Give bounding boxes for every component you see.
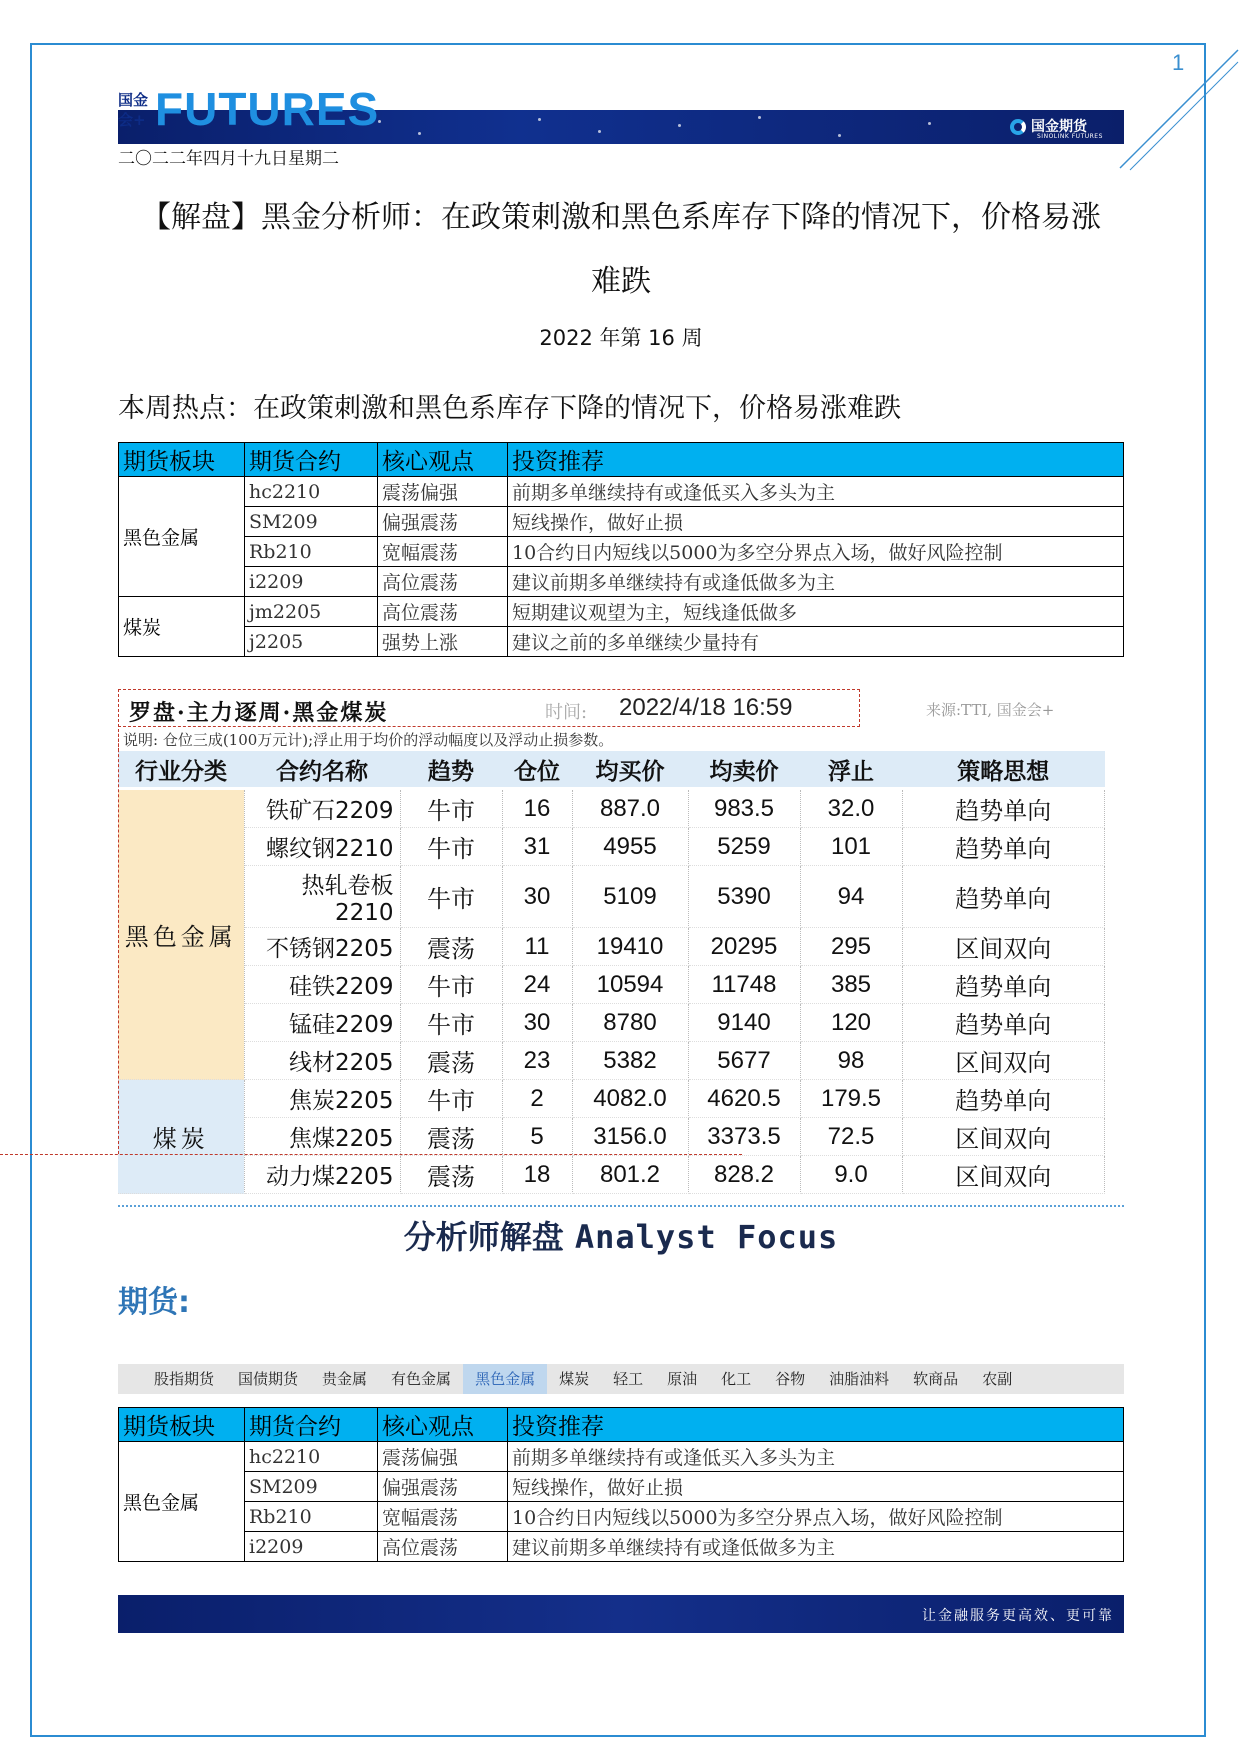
tab-item[interactable]: 化工 (721, 1370, 752, 1388)
rec-contract: j2205 (245, 627, 378, 657)
tab-item[interactable]: 股指期货 (154, 1370, 215, 1388)
strategy-contract: 动力煤2205 (244, 1156, 400, 1194)
strategy-position: 30 (502, 866, 572, 928)
rec-contract: hc2210 (245, 1442, 378, 1472)
rec-header-row (119, 1408, 1124, 1442)
strategy-trend: 震荡 (400, 1042, 502, 1080)
rec-row (119, 567, 1124, 597)
strategy-title-box (118, 689, 860, 727)
rec-header-cell: 期货合约 (245, 443, 378, 477)
strategy-group: 黑色金属 (118, 789, 244, 1080)
strategy-row (118, 1042, 1105, 1080)
rec-advice: 10合约日内短线以5000为多空分界点入场，做好风险控制 (508, 1502, 1124, 1532)
strategy-buy-price: 10594 (572, 966, 688, 1004)
strategy-row (118, 928, 1105, 966)
category-tabs (118, 1364, 1124, 1394)
strategy-row (118, 1118, 1105, 1156)
strategy-float-stop: 98 (800, 1042, 902, 1080)
rec-sector: 煤炭 (119, 597, 245, 657)
tab-item[interactable]: 农副 (982, 1370, 1013, 1388)
strategy-idea: 区间双向 (902, 928, 1105, 966)
strategy-position: 30 (502, 1004, 572, 1042)
strategy-idea: 趋势单向 (902, 866, 1105, 928)
rec-row (119, 1442, 1124, 1472)
strategy-float-stop: 179.5 (800, 1080, 902, 1118)
strategy-float-stop: 9.0 (800, 1156, 902, 1194)
page-number: 1 (1172, 50, 1185, 75)
strategy-sell-price: 5259 (688, 828, 800, 866)
strategy-group: 煤炭 (118, 1080, 244, 1194)
rec-view: 高位震荡 (378, 1532, 508, 1562)
strategy-header (118, 689, 1105, 729)
rec-advice: 短线操作，做好止损 (508, 507, 1124, 537)
logo-cn: 国金会+ (118, 91, 149, 129)
dash-left (118, 729, 119, 1154)
strategy-position: 11 (502, 928, 572, 966)
rec-view: 偏强震荡 (378, 507, 508, 537)
rec-view: 宽幅震荡 (378, 1502, 508, 1532)
strategy-contract: 不锈钢2205 (244, 928, 400, 966)
strategy-idea: 区间双向 (902, 1156, 1105, 1194)
rec-header-cell: 核心观点 (378, 443, 508, 477)
strategy-time-label: 时间: (545, 702, 588, 723)
strategy-contract: 锰硅2209 (244, 1004, 400, 1042)
strategy-sell-price: 828.2 (688, 1156, 800, 1194)
strategy-sell-price: 5390 (688, 866, 800, 928)
strategy-position: 24 (502, 966, 572, 1004)
rec-advice: 建议之前的多单继续少量持有 (508, 627, 1124, 657)
rec-contract: Rb210 (245, 1502, 378, 1532)
rec-contract: hc2210 (245, 477, 378, 507)
rec-view: 强势上涨 (378, 627, 508, 657)
strategy-position: 23 (502, 1042, 572, 1080)
strategy-header-cell: 均卖价 (688, 751, 800, 789)
dash-bottom (0, 1154, 742, 1155)
strategy-sell-price: 983.5 (688, 789, 800, 828)
strategy-contract: 热轧卷板2210 (244, 866, 400, 928)
rec-view: 宽幅震荡 (378, 537, 508, 567)
strategy-source: 来源:TTI, 国金会+ (926, 701, 1055, 719)
rec-advice: 短期建议观望为主，短线逢低做多 (508, 597, 1124, 627)
strategy-float-stop: 94 (800, 866, 902, 928)
strategy-row (118, 828, 1105, 866)
recommendation-table-1 (118, 442, 1124, 657)
tab-item[interactable]: 煤炭 (559, 1370, 590, 1388)
strategy-buy-price: 801.2 (572, 1156, 688, 1194)
title-line-1: 【解盘】黑金分析师：在政策刺激和黑色系库存下降的情况下，价格易涨 (141, 200, 1101, 235)
report-week: 2022 年第 16 周 (539, 326, 703, 350)
strategy-row (118, 966, 1105, 1004)
report-title (118, 186, 1124, 314)
strategy-note: 说明: 仓位三成(100万元计);浮止用于均价的浮动幅度以及浮动止损参数。 (118, 729, 1105, 751)
rec-header-cell: 期货板块 (119, 1408, 245, 1442)
strategy-header-cell: 趋势 (400, 751, 502, 789)
strategy-buy-price: 887.0 (572, 789, 688, 828)
hot-topic: 本周热点：在政策刺激和黑色系库存下降的情况下，价格易涨难跌 (118, 393, 901, 424)
tab-item[interactable]: 国债期货 (238, 1370, 299, 1388)
strategy-idea: 趋势单向 (902, 789, 1105, 828)
footer-banner (118, 1595, 1124, 1633)
rec-contract: Rb210 (245, 537, 378, 567)
rec-view: 震荡偏强 (378, 1442, 508, 1472)
focus-cn: 分析师解盘 (403, 1218, 564, 1256)
tab-item[interactable]: 原油 (667, 1370, 698, 1388)
strategy-sell-price: 4620.5 (688, 1080, 800, 1118)
strategy-trend: 牛市 (400, 1004, 502, 1042)
rec-contract: jm2205 (245, 597, 378, 627)
strategy-contract: 硅铁2209 (244, 966, 400, 1004)
recommendation-table-2 (118, 1407, 1124, 1562)
brand-sub: SINOLINK FUTURES (1037, 133, 1103, 140)
strategy-row (118, 866, 1105, 928)
rec-row (119, 1472, 1124, 1502)
strategy-trend: 牛市 (400, 789, 502, 828)
rec-advice: 10合约日内短线以5000为多空分界点入场，做好风险控制 (508, 537, 1124, 567)
strategy-sell-price: 20295 (688, 928, 800, 966)
strategy-position: 31 (502, 828, 572, 866)
strategy-float-stop: 32.0 (800, 789, 902, 828)
focus-en: Analyst Focus (574, 1218, 839, 1256)
rec-advice: 短线操作，做好止损 (508, 1472, 1124, 1502)
rec-view: 震荡偏强 (378, 477, 508, 507)
rec-advice: 建议前期多单继续持有或逢低做多为主 (508, 1532, 1124, 1562)
strategy-idea: 趋势单向 (902, 966, 1105, 1004)
strategy-buy-price: 8780 (572, 1004, 688, 1042)
footer-slogan: 让金融服务更高效、更可靠 (922, 1608, 1114, 1624)
tab-item[interactable]: 油脂油料 (829, 1370, 890, 1388)
strategy-sell-price: 9140 (688, 1004, 800, 1042)
strategy-trend: 震荡 (400, 1118, 502, 1156)
rec-row (119, 537, 1124, 567)
rec-sector: 黑色金属 (119, 1442, 245, 1562)
strategy-header-cell: 仓位 (502, 751, 572, 789)
strategy-buy-price: 4955 (572, 828, 688, 866)
title-line-2: 难跌 (591, 264, 651, 299)
tab-item[interactable]: 谷物 (775, 1370, 806, 1388)
strategy-row (118, 1080, 1105, 1118)
strategy-sell-price: 5677 (688, 1042, 800, 1080)
strategy-trend: 牛市 (400, 866, 502, 928)
strategy-buy-price: 5382 (572, 1042, 688, 1080)
rec-advice: 前期多单继续持有或逢低买入多头为主 (508, 477, 1124, 507)
rec-advice: 建议前期多单继续持有或逢低做多为主 (508, 567, 1124, 597)
strategy-contract: 铁矿石2209 (244, 789, 400, 828)
tab-item[interactable]: 轻工 (613, 1370, 644, 1388)
rec-view: 高位震荡 (378, 567, 508, 597)
rec-header-row (119, 443, 1124, 477)
rec-view: 高位震荡 (378, 597, 508, 627)
rec-contract: i2209 (245, 567, 378, 597)
strategy-idea: 区间双向 (902, 1118, 1105, 1156)
strategy-trend: 震荡 (400, 928, 502, 966)
strategy-trend: 牛市 (400, 966, 502, 1004)
tab-item[interactable]: 黑色金属 (463, 1364, 547, 1394)
strategy-table (118, 751, 1105, 1194)
futures-label: 期货: (118, 1285, 190, 1320)
brand-logo (1010, 116, 1103, 140)
rec-header-cell: 核心观点 (378, 1408, 508, 1442)
strategy-row (118, 789, 1105, 828)
strategy-contract: 焦炭2205 (244, 1080, 400, 1118)
rec-header-cell: 期货板块 (119, 443, 245, 477)
strategy-position: 5 (502, 1118, 572, 1156)
strategy-header-cell: 行业分类 (118, 751, 244, 789)
brand-circle-icon (1010, 119, 1026, 135)
strategy-sell-price: 3373.5 (688, 1118, 800, 1156)
section-separator (118, 1205, 1124, 1207)
strategy-position: 2 (502, 1080, 572, 1118)
strategy-header-cell: 策略思想 (902, 751, 1105, 789)
strategy-float-stop: 385 (800, 966, 902, 1004)
strategy-idea: 趋势单向 (902, 828, 1105, 866)
rec-row (119, 507, 1124, 537)
strategy-header-cell: 浮止 (800, 751, 902, 789)
strategy-trend: 牛市 (400, 1080, 502, 1118)
strategy-header-row (118, 751, 1105, 789)
analyst-focus-heading (118, 1212, 1124, 1258)
strategy-buy-price: 19410 (572, 928, 688, 966)
strategy-trend: 牛市 (400, 828, 502, 866)
strategy-row (118, 1156, 1105, 1194)
strategy-row (118, 1004, 1105, 1042)
strategy-contract: 螺纹钢2210 (244, 828, 400, 866)
logo-futures: FUTURES (155, 83, 380, 135)
strategy-buy-price: 3156.0 (572, 1118, 688, 1156)
strategy-float-stop: 72.5 (800, 1118, 902, 1156)
rec-sector: 黑色金属 (119, 477, 245, 597)
strategy-idea: 区间双向 (902, 1042, 1105, 1080)
rec-contract: i2209 (245, 1532, 378, 1562)
rec-row (119, 1502, 1124, 1532)
strategy-header-cell: 合约名称 (244, 751, 400, 789)
strategy-time: 2022/4/18 16:59 (619, 694, 793, 721)
tab-item[interactable]: 软商品 (913, 1370, 959, 1388)
rec-view: 偏强震荡 (378, 1472, 508, 1502)
strategy-contract: 焦煤2205 (244, 1118, 400, 1156)
strategy-position: 16 (502, 789, 572, 828)
strategy-idea: 趋势单向 (902, 1004, 1105, 1042)
strategy-float-stop: 120 (800, 1004, 902, 1042)
rec-row (119, 597, 1124, 627)
report-date: 二〇二二年四月十九日星期二 (118, 149, 339, 169)
rec-row (119, 627, 1124, 657)
strategy-title: 罗盘·主力逐周·黑金煤炭 (129, 700, 389, 726)
strategy-sell-price: 11748 (688, 966, 800, 1004)
tab-item[interactable]: 贵金属 (322, 1370, 368, 1388)
brand-name: 国金期货 (1031, 119, 1087, 135)
strategy-float-stop: 101 (800, 828, 902, 866)
rec-header-cell: 投资推荐 (508, 443, 1124, 477)
strategy-position: 18 (502, 1156, 572, 1194)
rec-header-cell: 投资推荐 (508, 1408, 1124, 1442)
strategy-trend: 震荡 (400, 1156, 502, 1194)
rec-contract: SM209 (245, 1472, 378, 1502)
rec-header-cell: 期货合约 (245, 1408, 378, 1442)
strategy-buy-price: 5109 (572, 866, 688, 928)
strategy-buy-price: 4082.0 (572, 1080, 688, 1118)
tab-item[interactable]: 有色金属 (391, 1370, 452, 1388)
strategy-idea: 趋势单向 (902, 1080, 1105, 1118)
rec-contract: SM209 (245, 507, 378, 537)
strategy-header-cell: 均买价 (572, 751, 688, 789)
strategy-float-stop: 295 (800, 928, 902, 966)
strategy-contract: 线材2205 (244, 1042, 400, 1080)
rec-advice: 前期多单继续持有或逢低买入多头为主 (508, 1442, 1124, 1472)
rec-row (119, 1532, 1124, 1562)
strategy-panel (118, 689, 1105, 1191)
rec-row (119, 477, 1124, 507)
